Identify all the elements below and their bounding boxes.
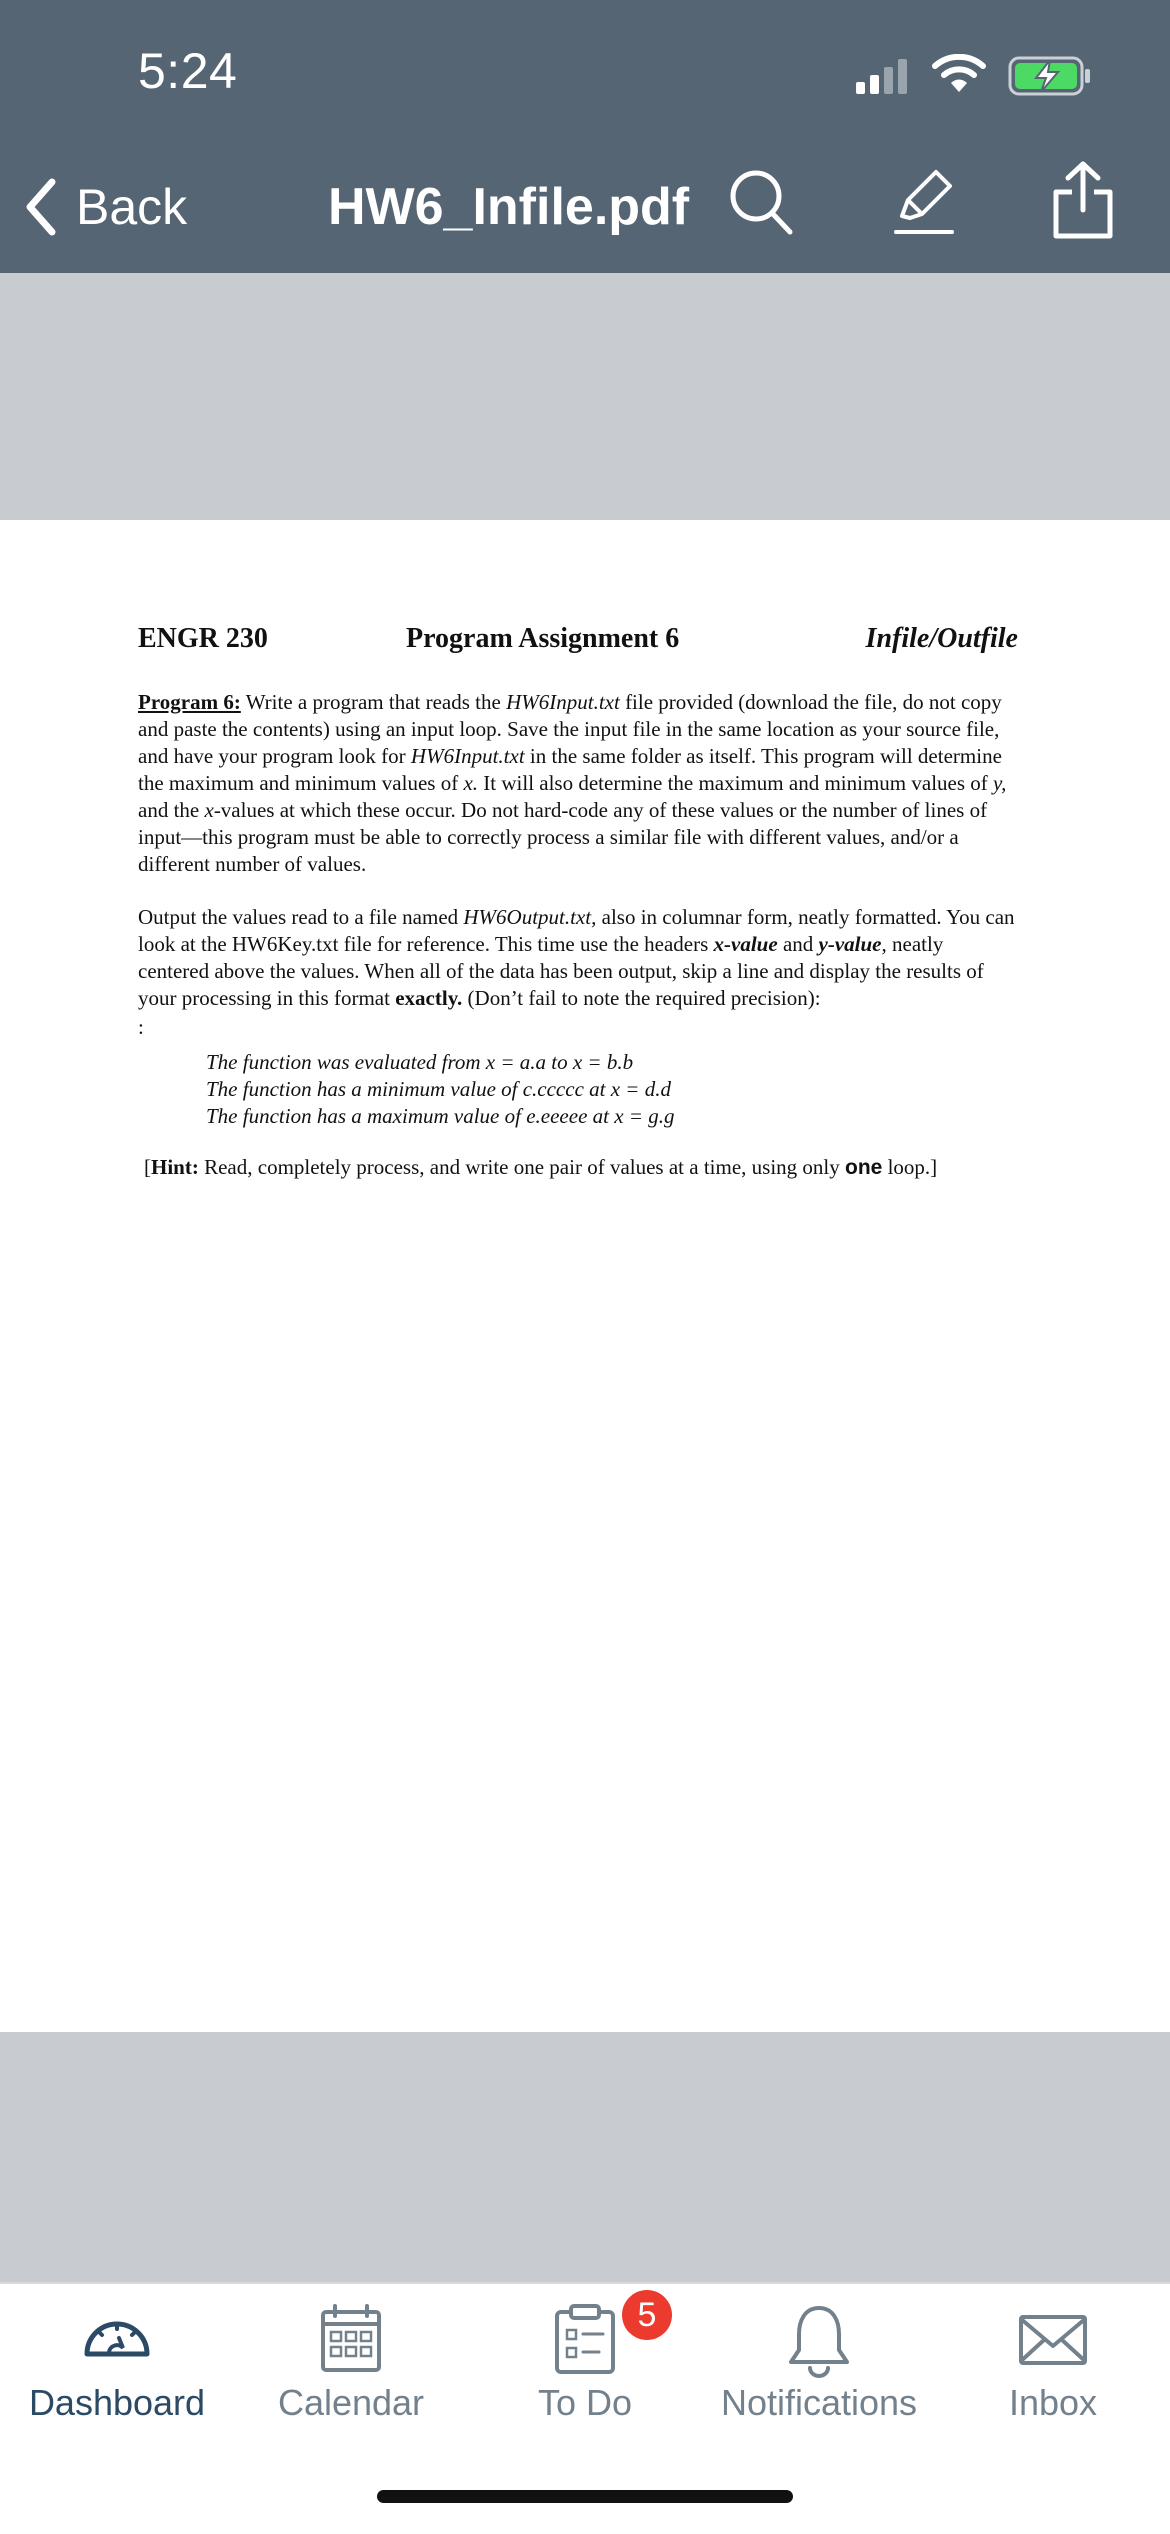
chevron-left-icon [24, 178, 58, 236]
todo-count-badge: 5 [622, 2290, 672, 2340]
text-run: Write a program that reads the [240, 690, 507, 714]
app-header [0, 0, 1170, 273]
calendar-icon [319, 2302, 383, 2374]
text-run: [ [144, 1155, 151, 1179]
variable: x [204, 798, 214, 822]
highlighter-icon[interactable] [892, 166, 956, 238]
header-name: y-value [818, 932, 882, 956]
format-line: The function was evaluated from x = a.a to x = b.b [206, 1050, 634, 1074]
back-label: Back [76, 179, 188, 235]
text-run: , neatly centered above the values. When all of the data has been output, skip a line and display the results of your processing in this format [138, 932, 984, 1010]
hint-label: Hint: [151, 1155, 199, 1179]
wifi-icon [932, 54, 986, 94]
text-run: also in columnar form, neatly formatted. You can look at the HW6Key.txt file for reference. This time use the headers [138, 905, 1015, 956]
home-indicator[interactable] [377, 2490, 793, 2503]
text-run: (Don’t fail to note the required precision): [462, 986, 821, 1010]
document-header [138, 625, 1018, 665]
tab-label: Inbox [1008, 2382, 1098, 2423]
tab-label: Dashboard [28, 2382, 206, 2423]
todo-icon [553, 2302, 617, 2376]
battery-charging-icon [1008, 56, 1092, 96]
text-run: and [777, 932, 819, 956]
emphasis: exactly. [395, 986, 463, 1010]
text-run: and the [138, 798, 205, 822]
status-time: 5:24 [138, 43, 238, 99]
text-run: -values at which these occur. Do not hard-code any of these values or the number of lines of input—this program must be able to correctly process a similar file with different values, and/or a different number of values. [138, 798, 988, 876]
bell-icon [786, 2302, 852, 2378]
tab-dashboard[interactable] [0, 2284, 234, 2464]
tab-todo[interactable] [468, 2284, 702, 2464]
program-label: Program 6: [138, 690, 241, 714]
filename: HW6Input.txt [506, 690, 620, 714]
format-line: The function has a maximum value of e.eeeee at x = g.g [206, 1104, 675, 1128]
header-name: x-value [713, 932, 778, 956]
assignment-title: Program Assignment 6 [406, 623, 680, 654]
text-run: Read, completely process, and write one pair of values at a time, using only [198, 1155, 845, 1179]
tab-label: To Do [537, 2382, 633, 2423]
dashboard-icon [79, 2302, 155, 2366]
back-button[interactable] [24, 172, 187, 242]
hint-text [144, 1154, 1018, 1181]
tab-calendar[interactable] [234, 2284, 468, 2464]
output-format-block [206, 1049, 1018, 1130]
assignment-topic: Infile/Outfile [865, 623, 1018, 654]
inbox-icon [1018, 2314, 1088, 2366]
text-run: It will also determine the maximum and minimum values of [478, 771, 994, 795]
share-icon[interactable] [1050, 160, 1116, 242]
tab-inbox[interactable] [936, 2284, 1170, 2464]
tab-label: Calendar [277, 2382, 425, 2423]
filename: HW6Input.txt [410, 744, 525, 768]
emphasis: one [845, 1156, 883, 1179]
text-run: in the same folder as itself. This program will determine the maximum and minimum values of [138, 744, 1002, 795]
variable: y, [993, 771, 1007, 795]
tab-notifications[interactable] [702, 2284, 936, 2464]
pdf-page [0, 520, 1170, 2032]
variable: x. [463, 771, 479, 795]
format-line: The function has a minimum value of c.ccccc at x = d.d [206, 1077, 671, 1101]
document-content [138, 625, 1018, 1181]
text-run: file provided (download the file, do not copy and paste the contents) using an input loop. Save the input file in the same location as your source file, and have your program look for [138, 690, 1002, 768]
search-icon[interactable] [728, 166, 794, 236]
text-run: loop.] [882, 1155, 938, 1179]
program-description [138, 689, 1018, 878]
course-code: ENGR 230 [138, 623, 268, 654]
output-description [138, 904, 1018, 1012]
filename: HW6Output.txt, [463, 905, 597, 929]
text-run: Output the values read to a file named [138, 905, 464, 929]
colon-line: : [138, 1015, 144, 1039]
page-title: HW6_Infile.pdf [328, 178, 690, 236]
tab-label: Notifications [720, 2382, 918, 2423]
cellular-signal-icon [856, 58, 912, 94]
